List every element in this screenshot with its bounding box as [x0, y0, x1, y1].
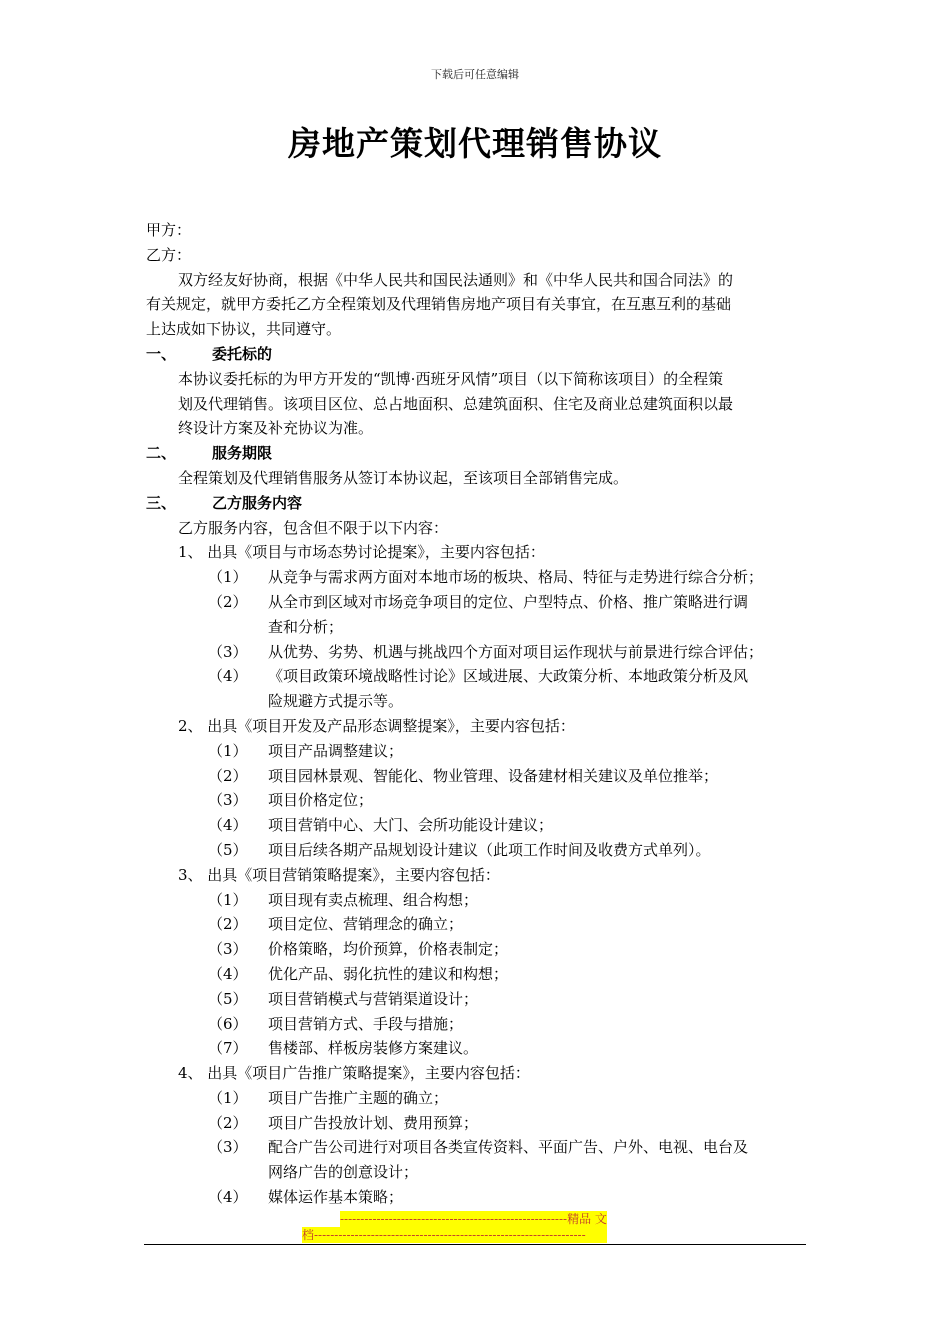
section-title: 委托标的 — [212, 344, 273, 363]
list-item — [146, 937, 808, 962]
list-item — [146, 664, 808, 689]
item-text: 项目园林景观、智能化、物业管理、设备建材相关建议及单位推举； — [268, 766, 719, 785]
item-text: 查和分析； — [268, 617, 344, 636]
item-text: 险规避方式提示等。 — [268, 692, 404, 711]
section-heading — [146, 491, 808, 516]
item-text: 项目营销方式、手段与措施； — [268, 1014, 464, 1033]
list-item — [146, 1185, 808, 1210]
section-number: 三、 — [146, 493, 177, 512]
item-text: 项目广告投放计划、费用预算； — [268, 1113, 479, 1132]
section-heading — [146, 441, 808, 466]
list-item — [146, 739, 808, 764]
list-item — [146, 1111, 808, 1136]
list-item-continuation — [146, 689, 808, 714]
item-marker: （6） — [208, 1014, 248, 1033]
header-note: 下载后可任意编辑 — [431, 68, 519, 81]
group-heading: 1、 出具《项目与市场态势讨论提案》，主要内容包括： — [178, 543, 545, 562]
intro-line: 有关规定，就甲方委托乙方全程策划及代理销售房地产项目有关事宜，在互惠互利的基础 — [146, 295, 732, 314]
item-marker: （4） — [208, 1188, 248, 1207]
list-item — [146, 788, 808, 813]
section-number: 二、 — [146, 444, 177, 463]
party-a: 甲方： — [146, 221, 192, 239]
item-text: 《项目政策环境战略性讨论》区域进展、大政策分析、本地政策分析及风 — [268, 667, 749, 686]
item-marker: （2） — [208, 766, 248, 785]
item-text: 项目现有卖点梳理、组合构想； — [268, 890, 479, 909]
group-heading: 2、 出具《项目开发及产品形态调整提案》，主要内容包括： — [178, 716, 575, 735]
item-marker: （1） — [208, 890, 248, 909]
footer-divider — [144, 1244, 806, 1245]
list-item — [146, 962, 808, 987]
group-heading: 3、 出具《项目营销策略提案》，主要内容包括： — [178, 865, 500, 884]
party-b: 乙方： — [146, 245, 192, 264]
item-marker: （7） — [208, 1039, 248, 1058]
item-marker: （2） — [208, 592, 248, 611]
list-item — [146, 764, 808, 789]
document-body — [146, 218, 808, 1210]
list-item — [146, 1036, 808, 1061]
item-text: 项目营销中心、大门、会所功能设计建议； — [268, 816, 554, 835]
list-item — [146, 888, 808, 913]
list-item — [146, 912, 808, 937]
section-text: 乙方服务内容，包含但不限于以下内容： — [178, 518, 449, 537]
section-number: 一、 — [146, 344, 177, 363]
item-text: 从全市到区域对市场竞争项目的定位、户型特点、价格、推广策略进行调 — [268, 592, 749, 611]
footer-watermark — [302, 1211, 607, 1243]
section-text: 终设计方案及补充协议为准。 — [178, 419, 374, 438]
list-item — [146, 590, 808, 615]
item-text: 售楼部、样板房装修方案建议。 — [268, 1039, 479, 1058]
document-title: 房地产策划代理销售协议 — [288, 124, 662, 163]
item-text: 项目定位、营销理念的确立； — [268, 915, 464, 934]
item-marker: （4） — [208, 667, 248, 686]
item-marker: （2） — [208, 1113, 248, 1132]
section-heading — [146, 342, 808, 367]
item-marker: （3） — [208, 940, 248, 959]
list-item — [146, 813, 808, 838]
item-marker: （4） — [208, 964, 248, 983]
item-marker: （2） — [208, 915, 248, 934]
section-title: 服务期限 — [212, 444, 273, 463]
list-item — [146, 987, 808, 1012]
item-text: 价格策略，均价预算，价格表制定； — [268, 940, 509, 959]
list-item — [146, 640, 808, 665]
section-text: 本协议委托标的为甲方开发的“凯博·西班牙风情”项目（以下简称该项目）的全程策 — [178, 369, 724, 388]
section-text: 全程策划及代理销售服务从签订本协议起，至该项目全部销售完成。 — [178, 468, 629, 487]
item-text: 网络广告的创意设计； — [268, 1163, 419, 1182]
section-text: 划及代理销售。该项目区位、总占地面积、总建筑面积、住宅及商业总建筑面积以最 — [178, 394, 734, 413]
item-marker: （1） — [208, 1088, 248, 1107]
footer-line: 档------------------------------------------------------------------- — [302, 1227, 607, 1243]
item-text: 项目后续各期产品规划设计建议（此项工作时间及收费方式单列）。 — [268, 840, 711, 859]
item-text: 优化产品、弱化抗性的建议和构想； — [268, 964, 509, 983]
intro-line: 上达成如下协议，共同遵守。 — [146, 320, 342, 339]
group-heading: 4、 出具《项目广告推广策略提案》，主要内容包括： — [178, 1064, 530, 1083]
list-item — [146, 1012, 808, 1037]
list-item — [146, 838, 808, 863]
item-text: 项目营销模式与营销渠道设计； — [268, 989, 479, 1008]
item-text: 从优势、劣势、机遇与挑战四个方面对项目运作现状与前景进行综合评估； — [268, 642, 764, 661]
item-text: 项目产品调整建议； — [268, 741, 404, 760]
item-marker: （3） — [208, 1138, 248, 1157]
footer-line: --------------------------------------------------------精品 文 — [340, 1212, 607, 1226]
item-text: 媒体运作基本策略； — [268, 1188, 404, 1207]
list-item — [146, 565, 808, 590]
item-marker: （5） — [208, 989, 248, 1008]
item-text: 项目广告推广主题的确立； — [268, 1088, 449, 1107]
item-marker: （5） — [208, 840, 248, 859]
item-marker: （1） — [208, 741, 248, 760]
item-text: 从竞争与需求两方面对本地市场的板块、格局、特征与走势进行综合分析； — [268, 568, 764, 587]
item-marker: （3） — [208, 791, 248, 810]
section-title: 乙方服务内容 — [212, 493, 303, 512]
item-marker: （3） — [208, 642, 248, 661]
item-marker: （1） — [208, 568, 248, 587]
list-item — [146, 1135, 808, 1160]
intro-line: 双方经友好协商，根据《中华人民共和国民法通则》和《中华人民共和国合同法》的 — [178, 270, 734, 289]
list-item — [146, 1086, 808, 1111]
item-text: 配合广告公司进行对项目各类宣传资料、平面广告、户外、电视、电台及 — [268, 1138, 749, 1157]
item-text: 项目价格定位； — [268, 791, 374, 810]
list-item-continuation — [146, 1160, 808, 1185]
item-marker: （4） — [208, 816, 248, 835]
list-item-continuation — [146, 615, 808, 640]
